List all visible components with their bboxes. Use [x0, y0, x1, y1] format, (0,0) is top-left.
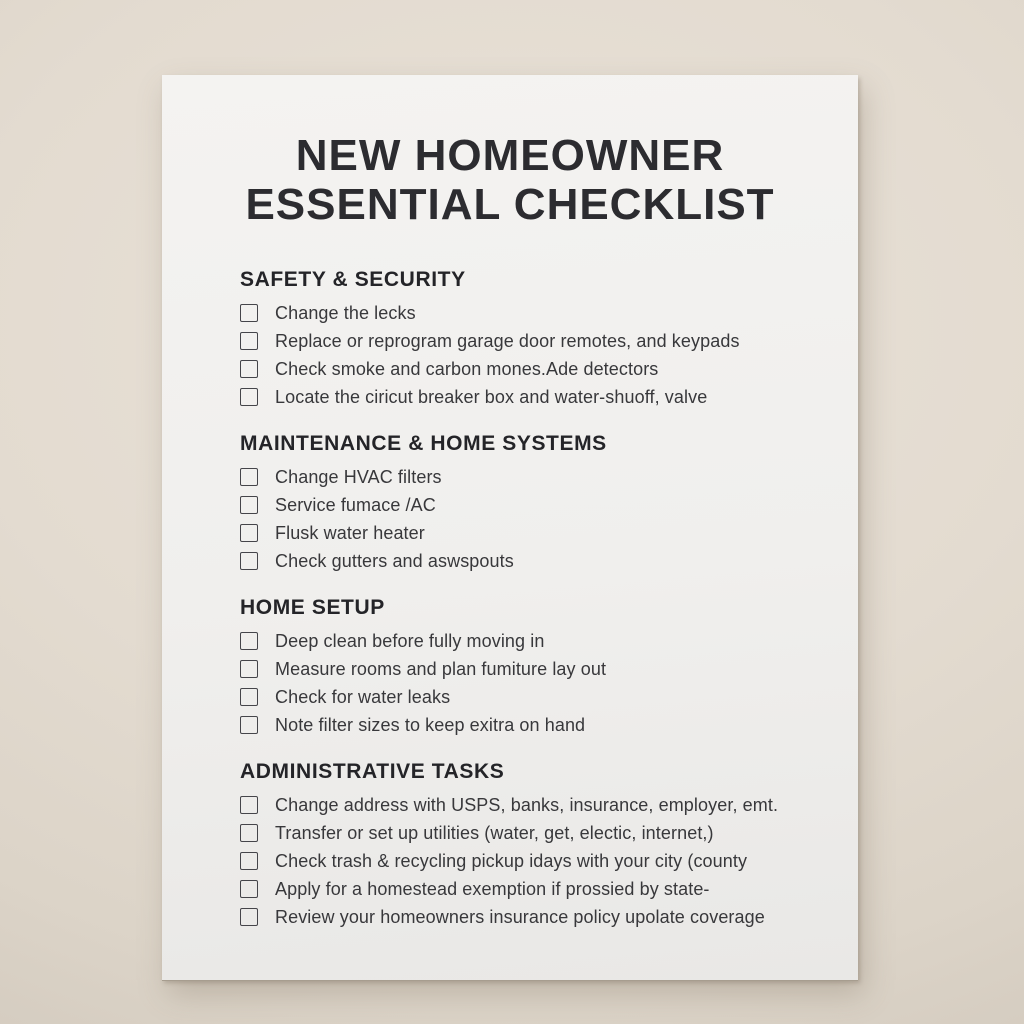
checklist-item-label: Check for water leaks: [275, 686, 451, 707]
checklist-items: [240, 299, 780, 411]
checklist-paper: [162, 75, 858, 980]
checkbox-icon: [240, 852, 258, 870]
checkbox-icon: [240, 880, 258, 898]
checklist-item-label: Flusk water heater: [275, 522, 425, 543]
checkbox-icon: [240, 796, 258, 814]
checklist-item-label: Change HVAC filters: [275, 466, 442, 487]
page-title-line-2: ESSENTIAL CHECKLIST: [245, 180, 775, 229]
checklist-item: [240, 655, 780, 683]
checklist-item: [240, 791, 780, 819]
checklist-section: [240, 759, 780, 931]
page-title: [240, 75, 780, 229]
checkbox-icon: [240, 388, 258, 406]
checklist-item: [240, 875, 780, 903]
checkbox-icon: [240, 660, 258, 678]
checkbox-icon: [240, 908, 258, 926]
checklist-item-label: Transfer or set up utilities (water, get, electic, internet,): [275, 822, 714, 843]
checklist-items: [240, 791, 780, 931]
checklist-item: [240, 847, 780, 875]
checklist-items: [240, 463, 780, 575]
checklist-item-label: Check smoke and carbon mones.Ade detectors: [275, 358, 659, 379]
checklist-item-label: Review your homeowners insurance policy upolate coverage: [275, 906, 765, 927]
checklist-item-label: Replace or reprogram garage door remotes, and keypads: [275, 330, 740, 351]
checklist-section: [240, 267, 780, 411]
checklist-item: [240, 711, 780, 739]
checkbox-icon: [240, 824, 258, 842]
checkbox-icon: [240, 688, 258, 706]
checklist-item-label: Change the lecks: [275, 302, 416, 323]
checklist-item: [240, 299, 780, 327]
checklist-item: [240, 819, 780, 847]
checkbox-icon: [240, 632, 258, 650]
checklist-item: [240, 383, 780, 411]
checklist-item-label: Service fumace /AC: [275, 494, 436, 515]
checkbox-icon: [240, 332, 258, 350]
checklist-item: [240, 627, 780, 655]
checklist-item-label: Apply for a homestead exemption if prossied by state-: [275, 878, 710, 899]
checkbox-icon: [240, 552, 258, 570]
checklist-item-label: Note filter sizes to keep exitra on hand: [275, 714, 586, 735]
checklist-item: [240, 903, 780, 931]
section-heading: HOME SETUP: [240, 596, 385, 619]
checklist-section: [240, 595, 780, 739]
checkbox-icon: [240, 524, 258, 542]
checklist-item: [240, 547, 780, 575]
checklist-item-label: Check gutters and aswspouts: [275, 550, 514, 571]
checkbox-icon: [240, 716, 258, 734]
checklist-item-label: Change address with USPS, banks, insurance, employer, emt.: [275, 794, 779, 815]
checklist-item-label: Measure rooms and plan fumiture lay out: [275, 658, 607, 679]
checklist-item: [240, 463, 780, 491]
checkbox-icon: [240, 360, 258, 378]
section-heading: ADMINISTRATIVE TASKS: [240, 760, 505, 783]
checklist-section: [240, 431, 780, 575]
checkbox-icon: [240, 304, 258, 322]
checkbox-icon: [240, 468, 258, 486]
checkbox-icon: [240, 496, 258, 514]
checklist-item-label: Locate the ciricut breaker box and water-shuoff, valve: [275, 386, 708, 407]
checklist-item-label: Check trash & recycling pickup idays with your city (county: [275, 850, 748, 871]
checklist-item: [240, 683, 780, 711]
checklist-item-label: Deep clean before fully moving in: [275, 630, 545, 651]
sections: [240, 267, 780, 931]
checklist-item: [240, 327, 780, 355]
checklist-item: [240, 355, 780, 383]
page-title-line-1: NEW HOMEOWNER: [295, 131, 725, 180]
section-heading: MAINTENANCE & HOME SYSTEMS: [240, 432, 607, 455]
section-heading: SAFETY & SECURITY: [240, 268, 466, 291]
checklist-item: [240, 491, 780, 519]
checklist-item: [240, 519, 780, 547]
checklist-items: [240, 627, 780, 739]
